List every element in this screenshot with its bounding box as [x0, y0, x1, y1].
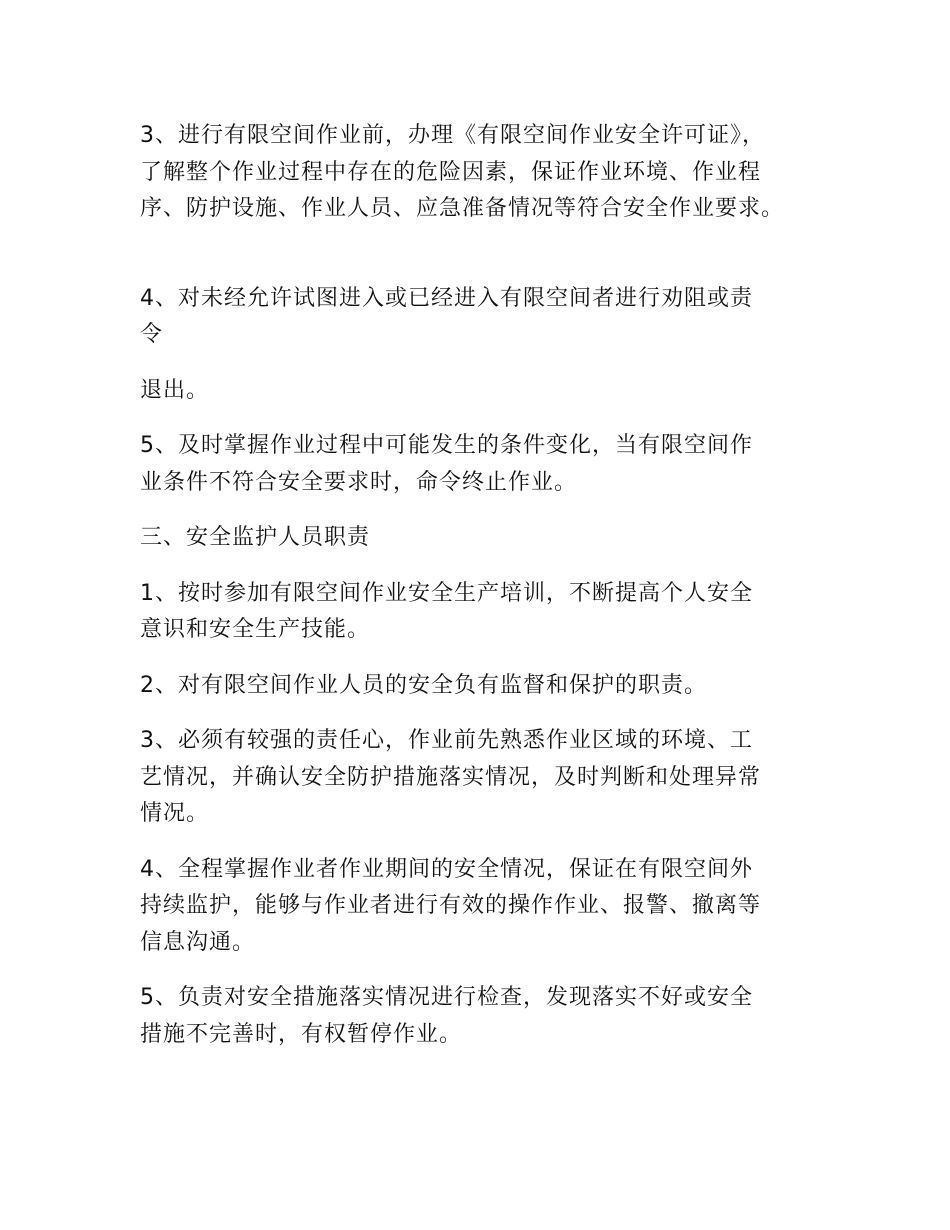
paragraph-training	[140, 576, 810, 649]
paragraph-condition-change	[140, 428, 810, 501]
document-body	[140, 118, 810, 1072]
section-heading-guardian-duties	[140, 520, 810, 557]
paragraph-monitoring	[140, 852, 810, 962]
paragraph-inspection	[140, 980, 810, 1053]
paragraph-line: 退出。	[140, 377, 210, 403]
section-heading: 三、安全监护人员职责	[140, 525, 371, 550]
paragraph-line: 了解整个作业过程中存在的危险因素，保证作业环境、作业程	[140, 159, 762, 185]
paragraph-line: 5、及时掌握作业过程中可能发生的条件变化，当有限空间作	[140, 433, 753, 458]
paragraph-line: 1、按时参加有限空间作业安全生产培训，不断提高个人安全	[140, 580, 753, 606]
paragraph-line: 业条件不符合安全要求时，命令终止作业。	[140, 469, 578, 495]
paragraph-deter-entry	[140, 281, 810, 354]
paragraph-permit-procedure	[140, 118, 810, 228]
paragraph-line: 令	[140, 322, 164, 347]
paragraph-line: 2、对有限空间作业人员的安全负有监督和保护的职责。	[140, 672, 707, 698]
paragraph-line: 意识和安全生产技能。	[140, 617, 371, 642]
paragraph-line: 措施不完善时，有权暂停作业。	[140, 1021, 463, 1047]
paragraph-line: 3、必须有较强的责任心，作业前先熟悉作业区域的环境、工	[140, 728, 753, 753]
paragraph-line: 序、防护设施、作业人员、应急准备情况等符合安全作业要求。	[140, 196, 785, 221]
paragraph-line: 3、进行有限空间作业前，办理《有限空间作业安全许可证》，	[140, 123, 765, 148]
paragraph-supervision	[140, 668, 810, 705]
paragraph-line: 情况。	[140, 801, 210, 826]
paragraph-line: 信息沟通。	[140, 929, 256, 955]
paragraph-line: 4、对未经允许试图进入或已经进入有限空间者进行劝阻或责	[140, 285, 753, 311]
paragraph-responsibility	[140, 723, 810, 833]
paragraph-line: 5、负责对安全措施落实情况进行检查，发现落实不好或安全	[140, 985, 753, 1010]
paragraph-line: 持续监护，能够与作业者进行有效的操作作业、报警、撤离等	[140, 893, 762, 918]
paragraph-exit	[140, 373, 810, 410]
paragraph-line: 艺情况，并确认安全防护措施落实情况，及时判断和处理异常	[140, 764, 762, 790]
paragraph-line: 4、全程掌握作业者作业期间的安全情况，保证在有限空间外	[140, 856, 753, 882]
